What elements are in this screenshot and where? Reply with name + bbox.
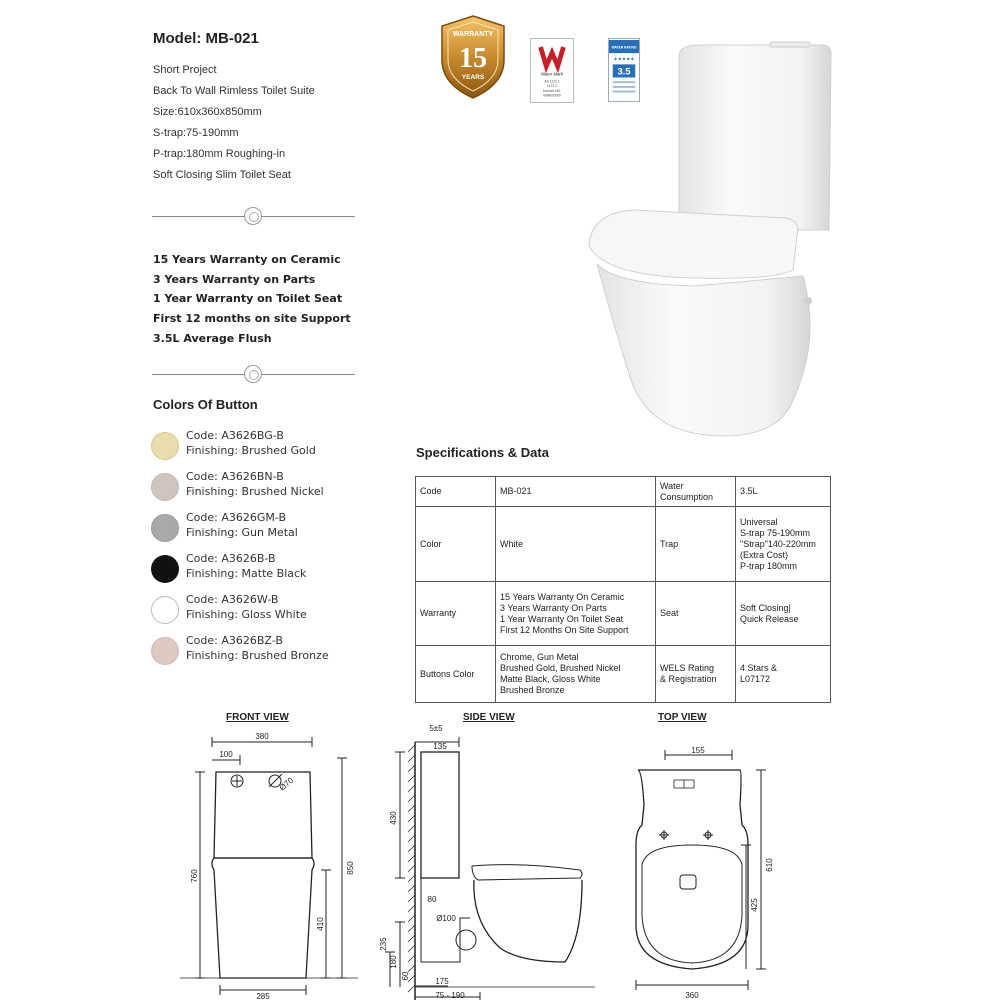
warranty-point: First 12 months on site Support xyxy=(153,312,351,326)
color-option xyxy=(151,429,381,465)
color-finishing: Finishing: Gloss White xyxy=(186,607,307,621)
dim-depth: 610 xyxy=(765,858,774,872)
dim-button-offset: 100 xyxy=(219,750,233,759)
warranty-point: 1 Year Warranty on Toilet Seat xyxy=(153,292,343,306)
warranty-point: 3.5L Average Flush xyxy=(153,331,272,345)
wels-header: WATER RATING xyxy=(611,45,637,50)
color-option xyxy=(151,552,381,588)
top-view-drawing xyxy=(620,735,790,1000)
table-row xyxy=(416,646,831,703)
dim-175: 175 xyxy=(435,977,449,986)
color-swatch xyxy=(151,473,179,501)
watermark-line: 1172.2 xyxy=(547,84,557,89)
color-code: Code: A3626B-B xyxy=(186,552,276,565)
warranty-point: 3 Years Warranty on Parts xyxy=(153,272,316,286)
table-row xyxy=(416,507,831,582)
spec-value: Chrome, Gun Metal Brushed Gold, Brushed Nickel Matte Black, Gloss White Brushed Bronze xyxy=(496,646,656,703)
dim-seat-depth: 425 xyxy=(750,898,759,912)
spec-value: 15 Years Warranty On Ceramic 3 Years Warranty On Parts 1 Year Warranty On Toilet Seat First 12 Months On Site Support xyxy=(496,582,656,646)
dim-180: 180 xyxy=(389,955,398,969)
model-title: Model: MB-021 xyxy=(153,30,259,47)
table-row xyxy=(416,477,831,507)
spec-value: 4 Stars & L07172 xyxy=(736,646,831,703)
dim-cistern-height: 430 xyxy=(389,811,398,825)
description-line: P-trap:180mm Roughing-in xyxy=(153,148,286,160)
dim-outlet-height: 235 xyxy=(379,937,388,951)
front-view-label: FRONT VIEW xyxy=(226,712,289,723)
color-swatch xyxy=(151,555,179,583)
warranty-badge-number: 15 xyxy=(459,43,487,74)
product-description xyxy=(153,60,315,186)
side-view-label: SIDE VIEW xyxy=(463,712,515,723)
color-code: Code: A3626BG-B xyxy=(186,429,284,442)
front-view-drawing xyxy=(180,728,360,1000)
watermark-badge xyxy=(530,38,574,103)
dim-strap: 75 - 190 xyxy=(435,991,465,1000)
color-code: Code: A3626GM-B xyxy=(186,511,287,524)
color-swatch xyxy=(151,637,179,665)
spec-value: Universal S-trap 75-190mm "Strap"140-220mm (Extra Cost) P-trap 180mm xyxy=(736,507,831,582)
dim-hole: Ø70 xyxy=(277,775,296,793)
watermark-label: Water Mark xyxy=(541,71,563,77)
dim-total-height: 850 xyxy=(346,861,355,875)
dim-width: 360 xyxy=(685,991,699,1000)
spec-value: White xyxy=(496,507,656,582)
color-code: Code: A3626W-B xyxy=(186,593,279,606)
spec-value: Soft Closing| Quick Release xyxy=(736,582,831,646)
dim-pan-height: 410 xyxy=(316,917,325,931)
description-line: Size:610x360x850mm xyxy=(153,106,262,118)
watermark-line: WMK00000 xyxy=(543,93,561,98)
watermark-line: Licence NO. xyxy=(542,88,562,93)
spec-label: Code xyxy=(416,477,496,507)
color-code: Code: A3626BN-B xyxy=(186,470,284,483)
dim-offset-80: 80 xyxy=(427,895,437,904)
description-line: Short Project xyxy=(153,64,217,76)
spec-label: Seat xyxy=(656,582,736,646)
dim-base: 285 xyxy=(256,992,270,1000)
top-view-label: TOP VIEW xyxy=(658,712,707,723)
toilet-photo xyxy=(575,40,835,440)
color-finishing: Finishing: Brushed Gold xyxy=(186,443,316,457)
divider-ornament-icon xyxy=(244,207,262,225)
warranty-badge-bottom: YEARS xyxy=(461,74,485,81)
description-line: Back To Wall Rimless Toilet Suite xyxy=(153,85,315,97)
dim-width: 380 xyxy=(255,732,269,741)
watermark-line: AS 1172.1 xyxy=(544,79,560,84)
color-swatch xyxy=(151,432,179,460)
spec-value: MB-021 xyxy=(496,477,656,507)
side-view-drawing xyxy=(370,722,610,1000)
color-option xyxy=(151,593,381,629)
specs-title: Specifications & Data xyxy=(416,445,549,460)
color-finishing: Finishing: Gun Metal xyxy=(186,525,298,539)
spec-label: Warranty xyxy=(416,582,496,646)
color-swatch xyxy=(151,514,179,542)
color-swatch xyxy=(151,596,179,624)
spec-label: Color xyxy=(416,507,496,582)
color-option xyxy=(151,470,381,506)
color-code: Code: A3626BZ-B xyxy=(186,634,283,647)
spec-label: Water Consumption xyxy=(656,477,736,507)
spec-label: Trap xyxy=(656,507,736,582)
warranty-point: 15 Years Warranty on Ceramic xyxy=(153,253,341,266)
wels-value: 3.5 xyxy=(617,66,631,77)
color-option xyxy=(151,634,381,670)
description-line: Soft Closing Slim Toilet Seat xyxy=(153,169,291,181)
dim-button-width: 155 xyxy=(691,746,705,755)
dim-60: 60 xyxy=(401,971,410,981)
divider-ornament-icon xyxy=(244,365,262,383)
table-row xyxy=(416,582,831,646)
color-finishing: Finishing: Brushed Nickel xyxy=(186,484,324,498)
dim-outlet: Ø100 xyxy=(436,914,456,923)
spec-label: Buttons Color xyxy=(416,646,496,703)
warranty-badge-top: WARRANTY xyxy=(452,31,494,38)
color-option xyxy=(151,511,381,547)
warranty-points xyxy=(153,250,351,348)
description-line: S-trap:75-190mm xyxy=(153,127,239,139)
warranty-badge xyxy=(438,14,508,100)
spec-label: WELS Rating & Registration xyxy=(656,646,736,703)
dim-cistern-height: 760 xyxy=(190,869,199,883)
spec-value: 3.5L xyxy=(736,477,831,507)
color-finishing: Finishing: Brushed Bronze xyxy=(186,648,329,662)
colors-title: Colors Of Button xyxy=(153,397,258,412)
dim-gap: 5±5 xyxy=(429,724,443,733)
dim-cistern-depth: 135 xyxy=(433,742,447,751)
specs-table xyxy=(415,476,831,703)
color-finishing: Finishing: Matte Black xyxy=(186,566,307,580)
wels-star-icon: ★★★★★ xyxy=(613,57,635,63)
